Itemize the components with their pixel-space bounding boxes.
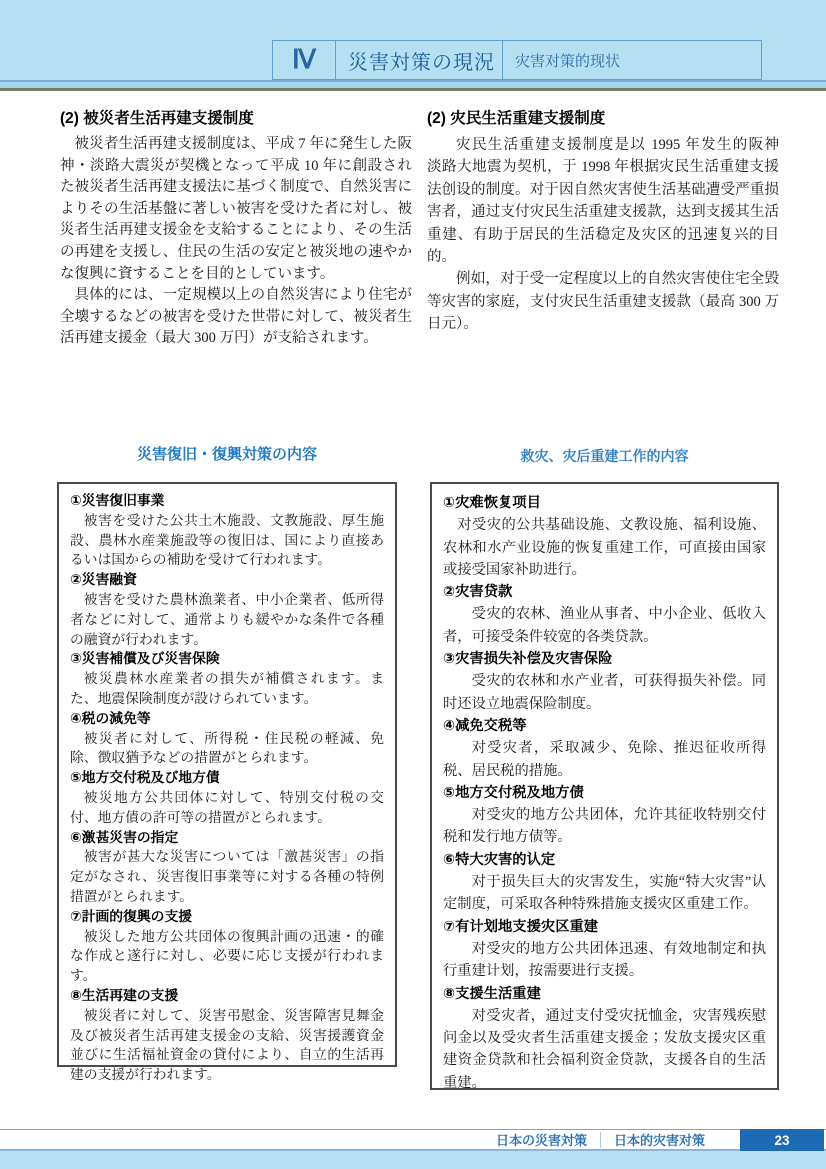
paragraph-ja-1: 被災者生活再建支援制度は、平成 7 年に発生した阪神・淡路大震災が契機となって平成 10 年に創設された被災者生活再建支援法に基づく制度で、自然災害によりその生活基盤に著しい被害を受けた者に対し、被災者生活再建支援金を支給することにより、その生活の再建を支援し、住民の生活の安定と被災地の速やかな復興に資することを目的としています。: [60, 136, 412, 282]
box-item-body: 对受灾的公共基础设施、文教设施、福利设施、农林和水产业设施的恢复重建工作，可直接由国家或接受国家补助进行。: [443, 517, 766, 578]
footer-bar: [0, 1130, 826, 1149]
chapter-number: Ⅳ: [273, 41, 336, 79]
box-title-zh: 救灾、灾后重建工作的内容: [520, 448, 689, 464]
chapter-title-ja: 災害対策の現況: [336, 41, 503, 79]
box-item-heading: ⑤地方交付税及地方债: [443, 784, 584, 801]
paragraph-zh-2: 例如，对于受一定程度以上的自然灾害使住宅全毁等灾害的家庭，支付灾民生活重建支援款（最高 300 万日元）。: [427, 271, 779, 333]
section-heading-zh: (2) 灾民生活重建支援制度: [427, 110, 606, 127]
olive-rule: [0, 88, 826, 91]
chapter-title-zh: 灾害对策的现状: [515, 52, 621, 70]
box-item-body: 受灾的农林、渔业从事者、中小企业、低收入者，可接受条件较宽的各类贷款。: [443, 606, 766, 645]
box-item-heading: ③灾害损失补偿及灾害保险: [443, 651, 613, 668]
box-item-heading: ①災害復旧事業: [70, 493, 165, 508]
box-item-body: 对受灾者，采取减少、免除、推迟征收所得税、居民税的措施。: [443, 740, 766, 779]
box-title-ja: 災害復旧・復興対策の内容: [136, 446, 317, 463]
box-item-body: 受灾的农林和水产业者，可获得损失补偿。同时还设立地震保险制度。: [443, 673, 766, 712]
box-item-heading: ④减免交税等: [443, 717, 527, 734]
footer-label-ja: 日本の災害対策: [495, 1133, 587, 1148]
box-item-heading: ⑥激甚災害の指定: [70, 829, 179, 845]
box-item-body: 对受灾的地方公共团体迅速、有效地制定和执行重建计划，按需要进行支援。: [443, 940, 766, 980]
box-item-body: 对受灾者，通过支付受灾抚恤金，灾害残疾慰问金以及受灾者生活重建支援金；发放支援灾区重建资金贷款和社会福利资金贷款，支援各自的生活重建。: [443, 1007, 766, 1091]
box-item-heading: ⑦有计划地支援灾区重建: [443, 918, 599, 935]
recovery-measures-box-zh: [430, 482, 779, 1090]
paragraph-zh-1: 灾民生活重建支援制度是以 1995 年发生的阪神 淡路大地震为契机，于 1998 年根据灾民生活重建支援法创设的制度。对于因自然灾害使生活基础遭受严重损害者，通过支付灾民生活重建支援款，达到支援其生活重建、有助于居民的生活稳定及灾区的迅速复兴的目的。: [427, 137, 794, 266]
paragraph-ja-2: 具体的には、一定規模以上の自然災害により住宅が全壊するなどの被害を受けた世帯に対して、被災者生活再建支援金（最大 300 万円）が支給されます。: [60, 287, 412, 347]
box-item-body: 被害を受けた農林漁業者、中小企業者、低所得者などに対して、通常よりも緩やかな条件で各種の融資が行われます。: [70, 591, 384, 647]
intro-column-ja: [60, 134, 412, 350]
box-item-body: 被害が甚大な災害については「激甚災害」の指定がなされ、災害復旧事業等に対する各種の特例措置がとられます。: [70, 849, 384, 904]
box-item-heading: ③災害補償及び災害保険: [70, 651, 220, 667]
box-item-heading: ④税の減免等: [70, 710, 151, 726]
bottom-band: [0, 1151, 826, 1169]
top-band-rule: [0, 80, 826, 82]
box-item-heading: ⑧生活再建の支援: [70, 987, 179, 1003]
box-item-body: 被災地方公共団体に対して、特別交付税の交付、地方債の許可等の措置がとられます。: [70, 789, 384, 825]
box-item-heading: ⑥特大灾害的认定: [443, 851, 556, 868]
page-number-badge: 23: [740, 1129, 824, 1151]
box-item-body: 被災農林水産業者の損失が補償されます。また、地震保険制度が設けられています。: [70, 671, 384, 706]
box-item-heading: ⑧支援生活重建: [443, 985, 541, 1002]
box-item-body: 对于损失巨大的灾害发生，实施“特大灾害”认定制度，可采取各种特殊措施支援灾区重建工作。: [443, 874, 766, 913]
box-item-body: 被災者に対して、災害弔慰金、災害障害見舞金及び被災者生活再建支援金の支給、災害援護資金並びに生活福祉資金の貸付により、自立的生活再建の支援が行われます。: [70, 1007, 384, 1083]
chapter-header: [272, 40, 762, 80]
box-item-heading: ⑤地方交付税及び地方債: [70, 770, 220, 786]
box-item-heading: ①灾难恢复项目: [443, 495, 541, 511]
box-item-body: 被災した地方公共団体の復興計画の迅速・的確な作成と遂行に対し、必要に応じ支援が行われます。: [70, 928, 384, 984]
footer-label-zh: 日本的灾害对策: [614, 1133, 706, 1148]
recovery-measures-box-ja: [57, 482, 397, 1083]
intro-column-zh: [427, 134, 794, 336]
box-item-heading: ⑦計画的復興の支援: [70, 908, 193, 924]
section-heading-ja: (2) 被災者生活再建支援制度: [60, 110, 254, 127]
box-item-body: 对受灾的地方公共团体，允许其征收特别交付税和发行地方债等。: [443, 807, 766, 846]
box-item-body: 被害を受けた公共土木施設、文教施設、厚生施設、農林水産業施設等の復旧は、国により直接あるいは国からの補助を受けて行われます。: [70, 512, 384, 568]
box-item-heading: ②災害融資: [70, 572, 137, 588]
box-item-heading: ②灾害贷款: [443, 584, 513, 601]
box-item-body: 被災者に対して、所得税・住民税の軽減、免除、徴収猶予などの措置がとられます。: [70, 730, 384, 766]
